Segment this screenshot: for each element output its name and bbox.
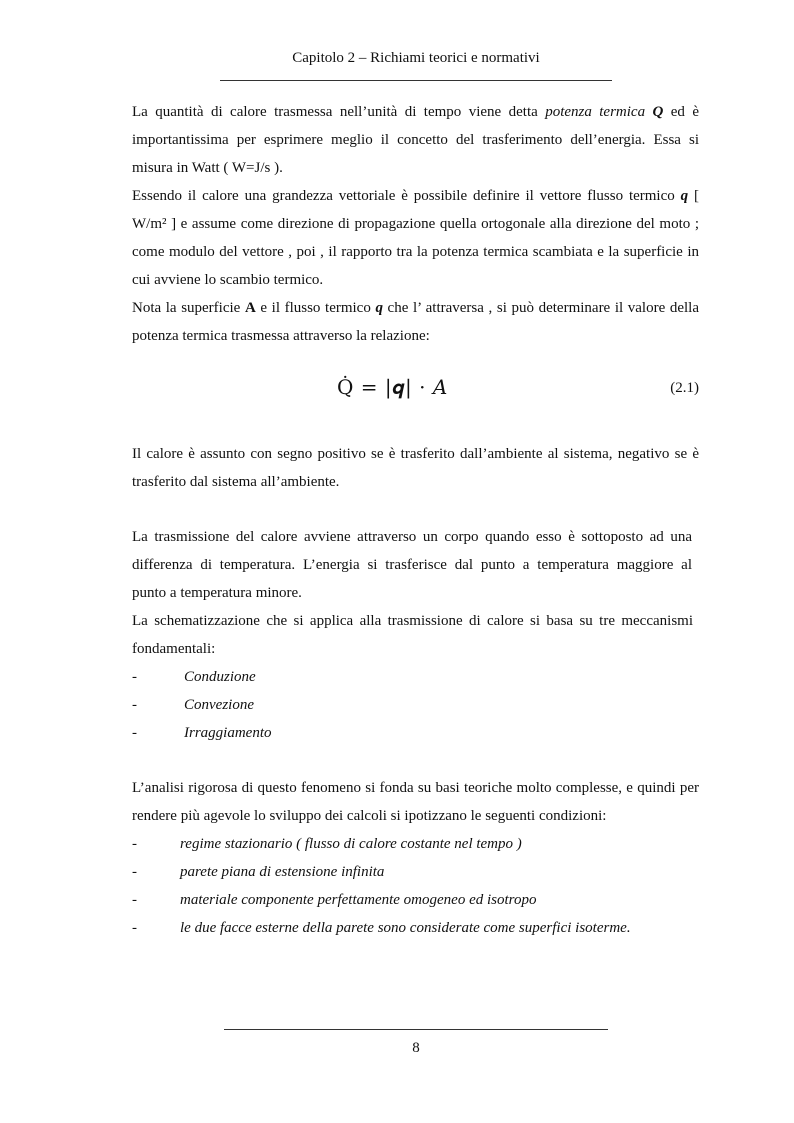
paragraph-sign-convention: Il calore è assunto con segno positivo se è trasferito dall’ambiente al sistema, negativo se è trasferito dal sistema all’ambiente. (132, 446, 699, 490)
list-item (132, 663, 699, 691)
paragraph-text: Nota la superficie (132, 300, 245, 316)
list-item-text: regime stazionario ( flusso di calore costante nel tempo ) (180, 836, 522, 852)
paragraph-analysis: L’analisi rigorosa di questo fenomeno si fonda su basi teoriche molto complesse, e quindi per rendere più agevole lo sviluppo dei calcoli si ipotizzano le seguenti condizioni: (132, 780, 699, 824)
list-item-text: parete piana di estensione infinita (180, 864, 385, 880)
paragraph-line: La trasmissione del calore avviene attraverso un corpo quando esso è sottoposto ad una (132, 529, 692, 545)
list-item (132, 914, 699, 942)
paragraph-line: punto a temperatura minore. (132, 585, 302, 601)
header-rule (220, 80, 612, 81)
paragraph-text: e il flusso termico (255, 300, 376, 316)
list-dash: - (132, 864, 137, 880)
paragraph-spacer (132, 747, 699, 774)
equation-number: (2.1) (670, 380, 699, 396)
page-number: 8 (412, 1040, 420, 1056)
mechanisms-list (132, 663, 699, 747)
list-dash: - (132, 725, 137, 741)
running-header: Capitolo 2 – Richiami teorici e normativi (292, 50, 540, 66)
term-potenza-termica: potenza termica (545, 104, 646, 120)
list-item-text: Convezione (184, 697, 254, 713)
paragraph-text: La quantità di calore trasmessa nell’unità di tempo viene detta (132, 104, 546, 120)
list-dash: - (132, 697, 137, 713)
page-body (132, 98, 699, 942)
symbol-q: q (375, 300, 383, 316)
list-dash: - (132, 920, 137, 936)
list-dash: - (132, 669, 137, 685)
paragraph-thermal-power (132, 98, 699, 182)
paragraph-schematization: La schematizzazione che si applica alla trasmissione di calore si basa su tre meccanismi fondamentali: (132, 613, 693, 657)
footer-rule (224, 1029, 608, 1030)
paragraph-text: ed è importantissima per esprimere meglio il concetto del trasferimento dell’energia. Essa si misura in Watt ( W=J/s ). (132, 104, 700, 176)
symbol-q: q (680, 188, 689, 204)
list-dash: - (132, 836, 137, 852)
list-item (132, 886, 699, 914)
paragraph-line: differenza di temperatura. L’energia si trasferisce dal punto a temperatura maggiore al (132, 557, 692, 573)
list-item-text: materiale componente perfettamente omogeneo ed isotropo (180, 892, 537, 908)
paragraph-spacer (132, 496, 699, 523)
paragraph-heat-flux (132, 182, 699, 294)
list-item (132, 691, 699, 719)
equation-expression: Q̇ = |𝒒| · 𝐴 (337, 375, 448, 399)
list-item (132, 719, 699, 747)
list-item-text: le due facce esterne della parete sono considerate come superfici isoterme. (180, 920, 631, 936)
paragraph-text: Essendo il calore una grandezza vettoriale è possibile definire il vettore flusso termico (132, 188, 681, 204)
paragraph-transmission (132, 523, 692, 607)
list-item-text: Conduzione (184, 669, 256, 685)
paragraph-text: [ W/m² ] e assume come direzione di propagazione quella ortogonale alla direzione del moto ; come modulo del vettore , poi , il rapporto tra la potenza termica scambiata e la superficie in cui avviene lo scambio termico. (132, 188, 700, 288)
list-dash: - (132, 892, 137, 908)
paragraph-text: che l’ attraversa , si può determinare il valore della potenza termica trasmessa attraverso la relazione: (132, 300, 699, 344)
paragraph-relation (132, 294, 699, 350)
list-item (132, 858, 699, 886)
list-item (132, 830, 699, 858)
list-item-text: Irraggiamento (184, 725, 272, 741)
equation-2-1 (132, 370, 699, 410)
symbol-A: A (244, 300, 256, 316)
conditions-list (132, 830, 699, 942)
symbol-Q: Q (652, 104, 664, 120)
